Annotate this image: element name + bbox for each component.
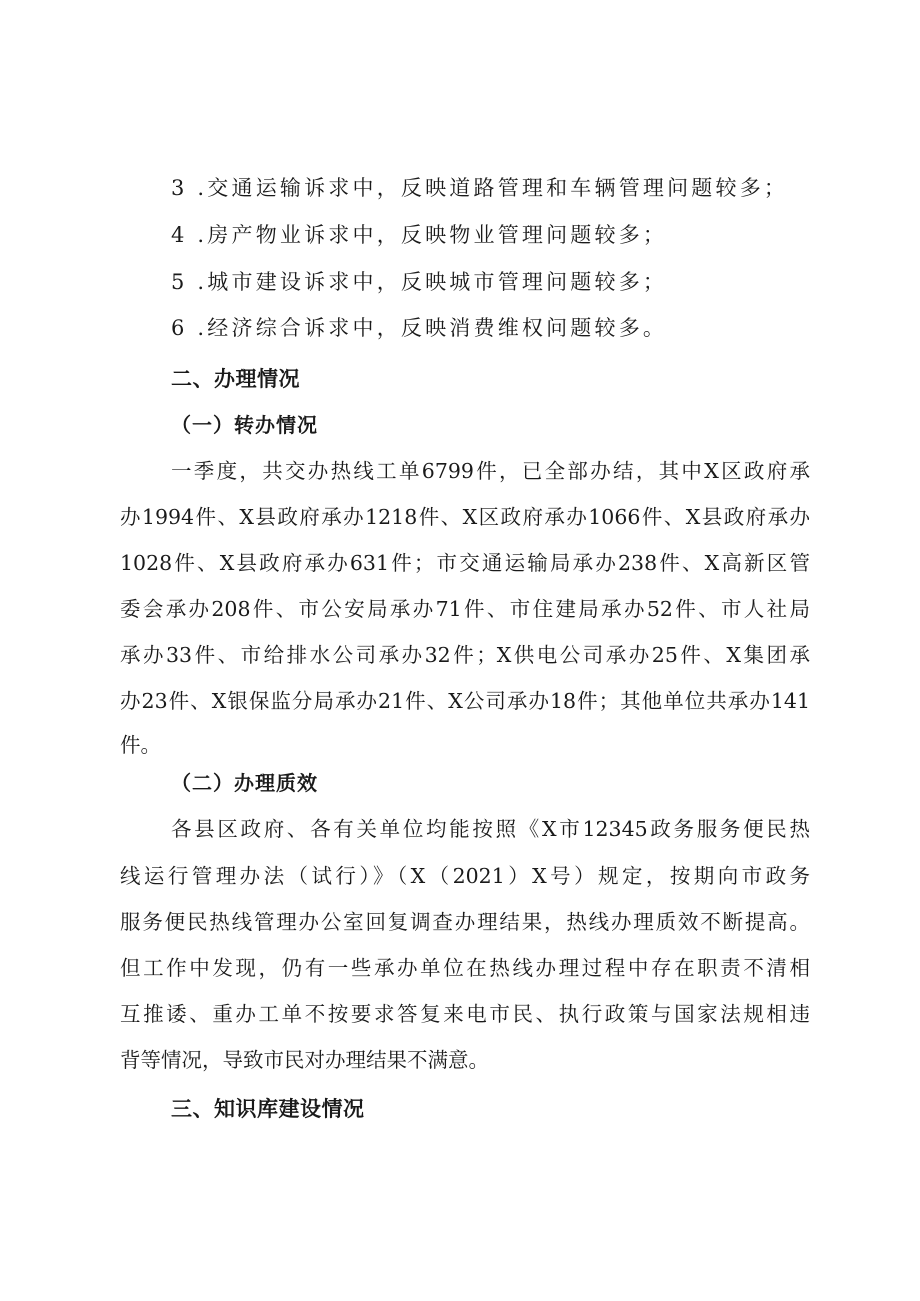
paragraph-line: 但工作中发现，仍有一些承办单位在热线办理过程中存在职责不清相 — [120, 956, 810, 980]
paragraph-line: 线运行管理办法（试行）》（X（2021）X号）规定，按期向市政务 — [120, 864, 810, 888]
paragraph-line: 委会承办208件、市公安局承办71件、市住建局承办52件、市人社局 — [120, 597, 810, 621]
section-heading-handling: 二、办理情况 — [171, 367, 300, 391]
paragraph-line: 1028件、X县政府承办631件；市交通运输局承办238件、X高新区管 — [120, 551, 810, 575]
list-item-6: 6 .经济综合诉求中，反映消费维权问题较多。 — [171, 316, 668, 340]
list-item-4: 4 .房产物业诉求中，反映物业管理问题较多； — [171, 223, 668, 247]
paragraph-line: 背等情况，导致市民对办理结果不满意。 — [120, 1048, 489, 1072]
subheading-transfer: （一）转办情况 — [171, 413, 318, 437]
paragraph-line: 一季度，共交办热线工单6799件，已全部办结，其中X区政府承 — [171, 459, 810, 483]
paragraph-line: 办23件、X银保监分局承办21件、X公司承办18件；其他单位共承办141 — [120, 689, 810, 713]
paragraph-line: 互推诿、重办工单不按要求答复来电市民、执行政策与国家法规相违 — [120, 1002, 810, 1026]
list-item-5: 5 .城市建设诉求中，反映城市管理问题较多； — [171, 270, 668, 294]
list-item-3: 3 .交通运输诉求中，反映道路管理和车辆管理问题较多； — [171, 176, 789, 200]
section-heading-knowledge-base: 三、知识库建设情况 — [171, 1097, 365, 1121]
subheading-quality: （二）办理质效 — [171, 771, 318, 795]
paragraph-line: 办1994件、X县政府承办1218件、X区政府承办1066件、X县政府承办 — [120, 505, 810, 529]
paragraph-line: 各县区政府、各有关单位均能按照《X市12345政务服务便民热 — [171, 817, 810, 841]
paragraph-line: 承办33件、市给排水公司承办32件；X供电公司承办25件、X集团承 — [120, 643, 810, 667]
paragraph-line: 件。 — [120, 733, 161, 757]
paragraph-line: 服务便民热线管理办公室回复调查办理结果，热线办理质效不断提高。 — [120, 910, 810, 934]
